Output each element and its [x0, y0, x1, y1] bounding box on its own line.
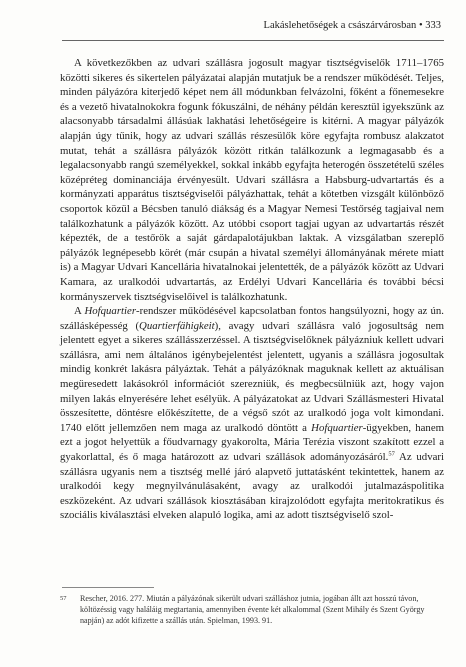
running-title: Lakáslehetőségek a császárvárosban: [263, 20, 417, 31]
footnote-rule: [62, 587, 154, 588]
text-span: -ügyekben, hanem ezt a jogot helyettük a főudvarnagy gyakorolta, Mária Terézia viszont szakított ezzel a gyakorlattal, és ő maga határozott az udvari szállások adományozásáról.: [60, 421, 445, 464]
text-span: ), avagy udvari szállásra való jogosultság nem jelentett egyet a sikeres szállásszerzéssel. A tisztségviselőknek pályázniuk kellett udvari szállásra, ami nem általános igénybejelentést jelentett, ugyanis a szállásra jogosultak mindig konkrét lakásra pályáztak. Tehát a pályázóknak maguknak kellett az aktuálisan megüresedett lakásokról információt szerezniük, és megbecsülniük azt, hogy vajon milyen lakás elnyerésére lehet esélyük. A pályázatokat az Udvari Szállásmesteri Hivatal összesítette, döntésre előkészítette, de a végső szót az uralkodó joga volt kimondani. 1740 előtt jellemzően nem maga az uralkodó döntött a: [60, 319, 444, 434]
italic-term-hofquartier: Hofquartier: [84, 305, 137, 318]
text-span: -rendszer működésével kapcsolatban fontos hangsúlyozni, hogy az ún. szállásképesség (: [60, 305, 445, 332]
italic-term-quartierfahigkeit: Quartierfähigkeit: [139, 319, 215, 332]
main-text: [60, 56, 444, 523]
header-separator: •: [418, 20, 423, 31]
text-span: Az udvari szállásra ugyanis nem a tisztség mellé járó alapvető juttatásként tekintettek, hanem az uralkodói kegy megnyilvánulásaként, avagy az uralkodói jutalmazáspolitika eszközeként. Az udvari szállások kiosztásában kirajzolódott egyfajta meritokratikus és szociális kiválasztási elveken alapuló logika, ami az adott tisztségviselő szol-: [60, 451, 444, 522]
header-rule: [62, 40, 444, 41]
text-span: A: [74, 305, 85, 318]
paragraph-2: [60, 304, 444, 523]
page-number: 333: [425, 20, 441, 31]
footnote: [62, 593, 444, 627]
footnote-text: Rescher, 2016. 277. Miután a pályázónak sikerült udvari szálláshoz jutnia, jogában állt azt hosszú távon, költözéssig vagy haláláig megtartania, amennyiben évente két alkalommal (Szent Mihály és Szent György napján) az adót kifizette a szállás után. Spielman, 1993. 91.: [80, 594, 425, 626]
footnote-reference[interactable]: 57: [388, 450, 395, 458]
italic-term-hofquartier-2: Hofquartier: [311, 421, 363, 434]
paragraph-1: A következőkben az udvari szállásra jogosult magyar tisztségviselők 1711–1765 közötti sikeres és sikertelen pályázatai alapján mutatjuk be a rendszer működését. Teljes, minden pályázóra kiterjedő képet nem áll módunkban felvázolni, főként a főnemesekre és a vezető hivatalnokokra fogunk fókuszálni, de néhány példán keresztül igyekszünk az alacsonyabb társadalmi állásúak lakhatási lehetőségeire is kitérni. A magyar pályázók alapján úgy tűnik, hogy az udvari szállás részesülők köre egyfajta rombusz alakzatot mutat, tehát a szállásra pályázók között ritkán találkozunk a legmagasabb és a legalacsonyabb rangú személyekkel, sokkal inkább egyfajta heterogén összetételű széles középréteg dominanciája érvényesült. Udvari szállásra a Habsburg-udvartartás és a kormányzati apparátus tisztségviselői pályázhattak, tehát a kötetben vizsgált különböző csoportok közül a Bécsben tanuló diákság és a Magyar Nemesi Testőrség tagjaival nem találkozhatunk a pályázók között. Az utóbbi csoport tagjai ugyan az udvartartás részét képezték, de a testőrök a saját gárdapalotájukban laktak. A vizsgálatban szereplő pályázók legnépesebb körét (már csupán a hivatal személyi állományának mérete miatt is) a Magyar Udvari Kancellária hivatalnokai jelentették, de a pályázók között az Udvari Kamara, az uralkodói udvartartás, az Erdélyi Udvari Kancellária és további bécsi kormányszervek tisztségviselőivel is találkozhatunk.: [60, 57, 444, 303]
running-header: [0, 19, 441, 32]
footnote-number: 57: [60, 595, 67, 602]
